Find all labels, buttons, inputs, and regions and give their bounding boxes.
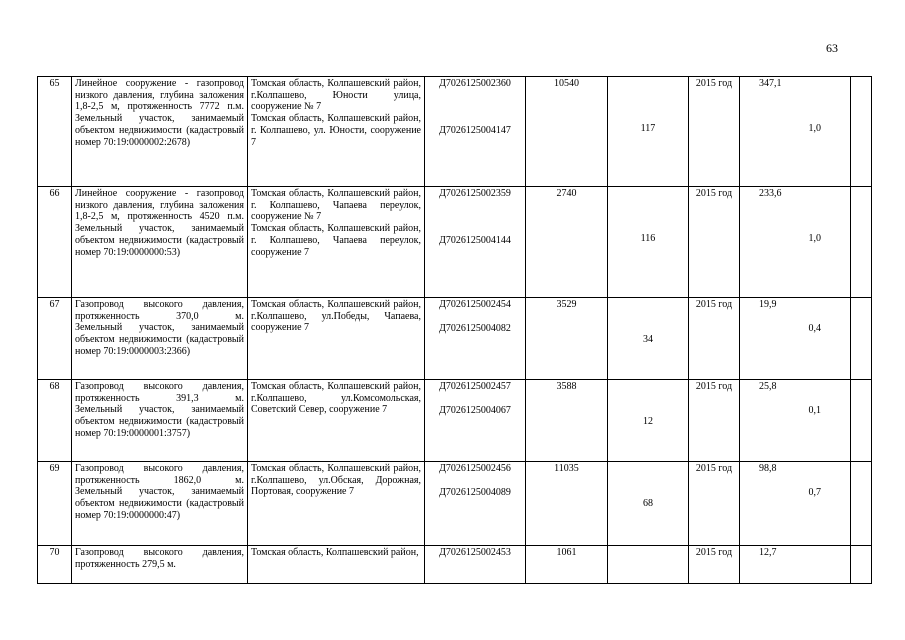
land-plot-address: Томская область, Колпашевский район, г. Колпашево, ул. Юности, сооружение 7: [251, 113, 421, 148]
land-plot-value: 0,7: [808, 486, 821, 498]
land-plot-value: 1,0: [808, 122, 821, 134]
area-cell: [526, 298, 608, 380]
object-description: Газопровод высокого давления, протяженность 391,3 м.: [75, 381, 244, 404]
row-number-cell: [38, 380, 72, 462]
value-cell: [740, 298, 851, 380]
object-value: 98,8: [759, 463, 777, 474]
empty-cell: [851, 380, 872, 462]
object-description: Линейное сооружение - газопровод низкого давления, глубина заложения 1,8-2,5 м, протяженность 4520 п.м.: [75, 188, 244, 223]
object-registry-code: Д7026125002454: [439, 299, 511, 310]
share-cell: [608, 380, 689, 462]
registry-code-cell: [425, 77, 526, 187]
object-description: Газопровод высокого давления, протяженность 1862,0 м.: [75, 463, 244, 486]
land-plot-description: Земельный участок, занимаемый объектом недвижимости (кадастровый номер 70:19:0000000:47): [75, 486, 244, 521]
object-description: Газопровод высокого давления, протяженность 279,5 м.: [75, 547, 244, 570]
object-value: 347,1: [759, 78, 782, 89]
land-plot-value: 0,4: [808, 322, 821, 334]
value-cell: [740, 546, 851, 584]
registry-code-cell: [425, 187, 526, 298]
property-registry-table: [37, 76, 872, 584]
object-registry-code: Д7026125002360: [439, 78, 511, 89]
share-value: 34: [643, 334, 653, 345]
table-row: [38, 187, 872, 298]
object-value: 233,6: [759, 188, 782, 199]
address-cell: [248, 77, 425, 187]
share-cell: [608, 77, 689, 187]
share-value: 68: [643, 498, 653, 509]
object-address: Томская область, Колпашевский район, г.Колпашево, ул.Победы, Чапаева, сооружение 7: [251, 299, 421, 334]
table-row: [38, 380, 872, 462]
table-row: [38, 462, 872, 546]
row-number: 66: [49, 188, 60, 199]
area-cell: [526, 187, 608, 298]
area-cell: [526, 546, 608, 584]
row-number-cell: [38, 462, 72, 546]
object-value: 19,9: [759, 299, 777, 310]
row-number-cell: [38, 187, 72, 298]
object-description-cell: [72, 462, 248, 546]
address-cell: [248, 380, 425, 462]
object-description-cell: [72, 298, 248, 380]
address-cell: [248, 187, 425, 298]
year-cell: [689, 546, 740, 584]
year-cell: [689, 298, 740, 380]
table-row: [38, 298, 872, 380]
land-plot-registry-code: Д7026125004082: [439, 322, 511, 334]
object-description-cell: [72, 77, 248, 187]
share-cell: [608, 546, 689, 584]
year-cell: [689, 380, 740, 462]
row-number: 70: [49, 547, 60, 558]
share-value: 12: [643, 416, 653, 427]
area-value: 3529: [556, 299, 577, 310]
address-cell: [248, 462, 425, 546]
object-address: Томская область, Колпашевский район, г.Колпашево, ул.Обская, Дорожная, Портовая, сооружение 7: [251, 463, 421, 498]
table-body: [38, 77, 872, 584]
object-value: 25,8: [759, 381, 777, 392]
object-description: Газопровод высокого давления, протяженность 370,0 м.: [75, 299, 244, 322]
row-number: 65: [49, 78, 60, 89]
area-value: 1061: [556, 547, 577, 558]
object-description-cell: [72, 546, 248, 584]
year-value: 2015 год: [695, 463, 733, 474]
object-registry-code: Д7026125002453: [439, 547, 511, 558]
share-cell: [608, 462, 689, 546]
value-cell: [740, 380, 851, 462]
share-cell: [608, 298, 689, 380]
empty-cell: [851, 187, 872, 298]
land-plot-description: Земельный участок, занимаемый объектом недвижимости (кадастровый номер 70:19:0000001:3757): [75, 404, 244, 439]
empty-cell: [851, 462, 872, 546]
land-plot-registry-code: Д7026125004144: [439, 234, 511, 246]
registry-code-cell: [425, 462, 526, 546]
land-plot-registry-code: Д7026125004067: [439, 404, 511, 416]
land-plot-description: Земельный участок, занимаемый объектом недвижимости (кадастровый номер 70:19:0000000:53): [75, 223, 244, 258]
land-plot-value: 1,0: [808, 232, 821, 244]
area-cell: [526, 462, 608, 546]
row-number-cell: [38, 77, 72, 187]
row-number-cell: [38, 298, 72, 380]
registry-code-cell: [425, 298, 526, 380]
row-number-cell: [38, 546, 72, 584]
area-cell: [526, 380, 608, 462]
table-row: [38, 546, 872, 584]
area-cell: [526, 77, 608, 187]
object-address: Томская область, Колпашевский район, г. Колпашево, Чапаева переулок, сооружение № 7: [251, 188, 421, 223]
table-row: [38, 77, 872, 187]
value-cell: [740, 187, 851, 298]
object-description-cell: [72, 187, 248, 298]
empty-cell: [851, 546, 872, 584]
year-value: 2015 год: [695, 78, 733, 89]
registry-code-cell: [425, 380, 526, 462]
land-plot-description: Земельный участок, занимаемый объектом недвижимости (кадастровый номер 70:19:0000002:2678): [75, 113, 244, 148]
object-address: Томская область, Колпашевский район, г.Колпашево, ул.Комсомольская, Советский Север, сооружение 7: [251, 381, 421, 416]
area-value: 2740: [556, 188, 577, 199]
area-value: 10540: [554, 78, 579, 89]
row-number: 69: [49, 463, 60, 474]
area-value: 3588: [556, 381, 577, 392]
share-value: 116: [640, 233, 656, 244]
year-value: 2015 год: [695, 381, 733, 392]
object-value: 12,7: [759, 547, 777, 558]
land-plot-registry-code: Д7026125004089: [439, 486, 511, 498]
page-number: 63: [826, 41, 838, 55]
object-description: Линейное сооружение - газопровод низкого давления, глубина заложения 1,8-2,5 м, протяженность 7772 п.м.: [75, 78, 244, 113]
empty-cell: [851, 298, 872, 380]
land-plot-address: Томская область, Колпашевский район, г. Колпашево, Чапаева переулок, сооружение 7: [251, 223, 421, 258]
land-plot-value: 0,1: [808, 404, 821, 416]
object-registry-code: Д7026125002456: [439, 463, 511, 474]
land-plot-description: Земельный участок, занимаемый объектом недвижимости (кадастровый номер 70:19:0000003:2366): [75, 322, 244, 357]
year-cell: [689, 462, 740, 546]
share-cell: [608, 187, 689, 298]
year-cell: [689, 77, 740, 187]
year-cell: [689, 187, 740, 298]
address-cell: [248, 298, 425, 380]
year-value: 2015 год: [695, 299, 733, 310]
object-description-cell: [72, 380, 248, 462]
registry-code-cell: [425, 546, 526, 584]
empty-cell: [851, 77, 872, 187]
share-value: 117: [640, 123, 656, 134]
land-plot-registry-code: Д7026125004147: [439, 124, 511, 136]
object-registry-code: Д7026125002457: [439, 381, 511, 392]
row-number: 68: [49, 381, 60, 392]
value-cell: [740, 462, 851, 546]
year-value: 2015 год: [695, 188, 733, 199]
row-number: 67: [49, 299, 60, 310]
object-registry-code: Д7026125002359: [439, 188, 511, 199]
value-cell: [740, 77, 851, 187]
area-value: 11035: [554, 463, 579, 474]
address-cell: [248, 546, 425, 584]
object-address: Томская область, Колпашевский район,: [251, 547, 419, 558]
year-value: 2015 год: [695, 547, 733, 558]
object-address: Томская область, Колпашевский район, г.Колпашево, Юности улица, сооружение № 7: [251, 78, 421, 113]
